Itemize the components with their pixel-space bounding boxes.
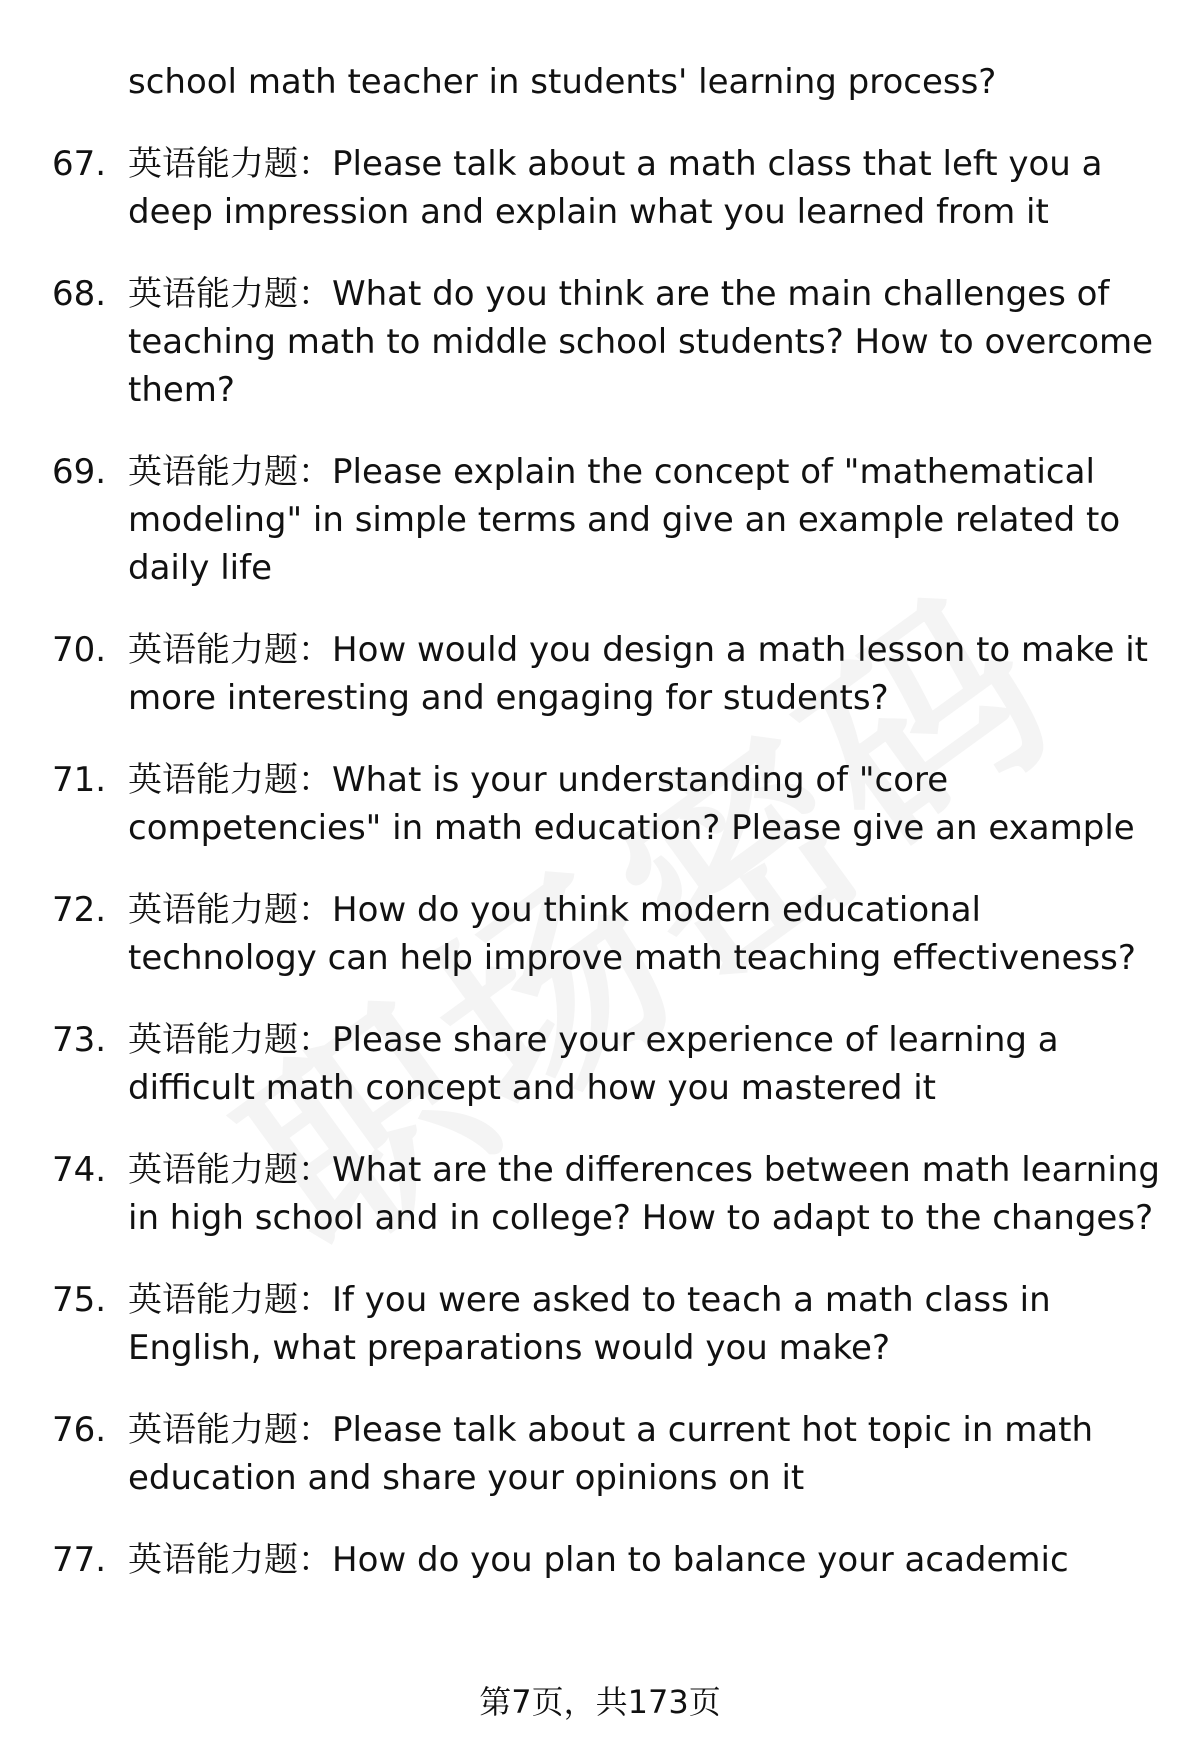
question-number: 76. xyxy=(52,1410,107,1450)
question-number: 73. xyxy=(52,1020,107,1060)
question-text: How would you design a math lesson to make it more interesting and engaging for students? xyxy=(128,630,1148,718)
page-number-footer: 第7页，共173页 xyxy=(479,1683,721,1721)
question-category: 英语能力题： xyxy=(128,1540,332,1580)
question-category: 英语能力题： xyxy=(128,1020,332,1060)
question-text: Please explain the concept of "mathematical modeling" in simple terms and give an example related to daily life xyxy=(128,452,1121,588)
question-item xyxy=(0,626,1200,722)
question-text: Please talk about a current hot topic in math education and share your opinions on it xyxy=(128,1410,1094,1498)
question-item xyxy=(0,886,1200,982)
question-text: If you were asked to teach a math class in English, what preparations would you make? xyxy=(128,1280,1051,1368)
question-item xyxy=(0,1276,1200,1372)
question-number: 72. xyxy=(52,890,107,930)
question-text: Please share your experience of learning a difficult math concept and how you mastered it xyxy=(128,1020,1059,1108)
question-category: 英语能力题： xyxy=(128,1150,332,1190)
question-text: What are the differences between math learning in high school and in college? How to adapt to the changes? xyxy=(128,1150,1160,1238)
question-number: 70. xyxy=(52,630,107,670)
question-number: 77. xyxy=(52,1540,107,1580)
continued-question-text: school math teacher in students' learning process? xyxy=(128,62,997,102)
question-number: 75. xyxy=(52,1280,107,1320)
question-category: 英语能力题： xyxy=(128,452,332,492)
question-number: 74. xyxy=(52,1150,107,1190)
question-category: 英语能力题： xyxy=(128,274,332,314)
question-item xyxy=(0,1536,1200,1584)
question-item xyxy=(0,756,1200,852)
question-item xyxy=(0,270,1200,414)
question-text: How do you think modern educational technology can help improve math teaching effectiveness? xyxy=(128,890,1136,978)
question-text: Please talk about a math class that left you a deep impression and explain what you learned from it xyxy=(128,144,1103,232)
question-category: 英语能力题： xyxy=(128,760,332,800)
question-item xyxy=(0,448,1200,592)
question-category: 英语能力题： xyxy=(128,890,332,930)
question-number: 69. xyxy=(52,452,107,492)
question-text: What do you think are the main challenges of teaching math to middle school students? How to overcome them? xyxy=(128,274,1154,410)
question-number: 71. xyxy=(52,760,107,800)
question-item xyxy=(0,1146,1200,1242)
question-number: 67. xyxy=(52,144,107,184)
question-item xyxy=(0,1406,1200,1502)
question-category: 英语能力题： xyxy=(128,1280,332,1320)
question-text: What is your understanding of "core competencies" in math education? Please give an example xyxy=(128,760,1135,848)
question-category: 英语能力题： xyxy=(128,630,332,670)
question-number: 68. xyxy=(52,274,107,314)
question-category: 英语能力题： xyxy=(128,1410,332,1450)
question-item xyxy=(0,140,1200,236)
question-list xyxy=(0,140,1200,1618)
question-category: 英语能力题： xyxy=(128,144,332,184)
question-item xyxy=(0,1016,1200,1112)
question-text: How do you plan to balance your academic xyxy=(332,1540,1069,1580)
